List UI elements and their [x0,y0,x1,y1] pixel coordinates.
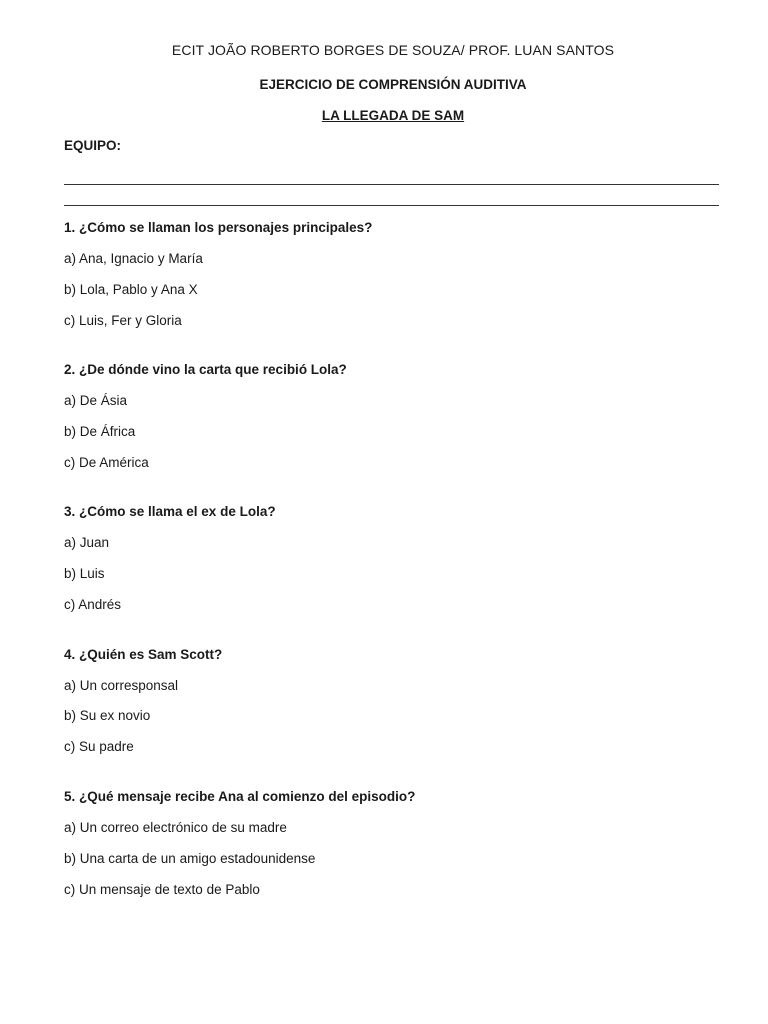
question-5 [64,789,724,898]
question-3-option-b[interactable]: b) Luis [64,566,105,581]
question-4 [64,647,724,755]
question-2-option-b[interactable]: b) De África [64,424,136,439]
question-4-option-b[interactable]: b) Su ex novio [64,708,151,723]
question-1 [64,220,724,329]
team-label: EQUIPO: [64,138,122,153]
question-3-text: 3. ¿Cómo se llama el ex de Lola? [64,504,276,519]
question-2-text: 2. ¿De dónde vino la carta que recibió Lola? [64,362,347,377]
question-4-option-c[interactable]: c) Su padre [64,739,134,754]
question-1-text: 1. ¿Cómo se llaman los personajes principales? [64,220,373,235]
question-3-option-c[interactable]: c) Andrés [64,597,122,612]
question-5-option-c[interactable]: c) Un mensaje de texto de Pablo [64,882,260,897]
question-1-option-b[interactable]: b) Lola, Pablo y Ana X [64,282,198,297]
team-answer-line-1[interactable] [64,184,719,185]
question-5-text: 5. ¿Qué mensaje recibe Ana al comienzo del episodio? [64,789,416,804]
question-5-option-a[interactable]: a) Un correo electrónico de su madre [64,820,287,835]
question-1-option-c[interactable]: c) Luis, Fer y Gloria [64,313,182,328]
worksheet-subtitle: LA LLEGADA DE SAM [321,108,465,123]
team-answer-line-2[interactable] [64,205,719,206]
school-header: ECIT JOÃO ROBERTO BORGES DE SOUZA/ PROF. LUAN SANTOS [171,42,615,58]
question-3-option-a[interactable]: a) Juan [64,535,110,550]
question-1-option-a[interactable]: a) Ana, Ignacio y María [64,251,203,266]
question-4-text: 4. ¿Quién es Sam Scott? [64,647,223,662]
worksheet-title: EJERCICIO DE COMPRENSIÓN AUDITIVA [259,77,527,92]
question-2 [64,362,724,471]
question-3 [64,504,724,613]
question-2-option-a[interactable]: a) De Ásia [64,393,128,408]
question-5-option-b[interactable]: b) Una carta de un amigo estadounidense [64,851,316,866]
question-4-option-a[interactable]: a) Un corresponsal [64,678,179,693]
question-2-option-c[interactable]: c) De América [64,455,149,470]
